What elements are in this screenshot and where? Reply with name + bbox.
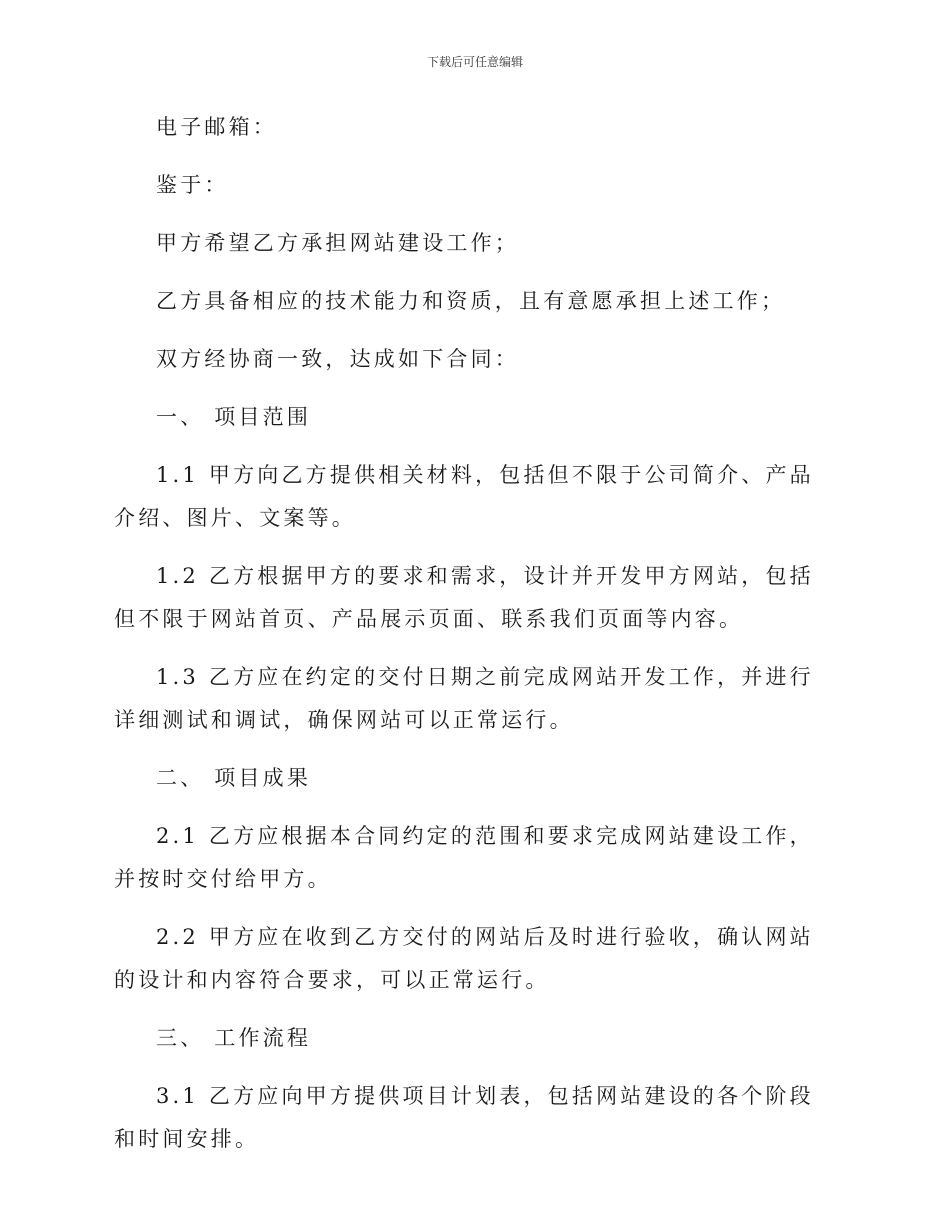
whereas-label: 鉴于： [156, 173, 229, 197]
agreement-statement: 双方经协商一致，达成如下合同： [156, 347, 519, 371]
recital-party-b: 乙方具备相应的技术能力和资质，且有意愿承担上述工作； [156, 289, 786, 313]
page-header: 下载后可任意编辑 [426, 55, 523, 69]
section-heading-deliverables: 二、 项目成果 [156, 766, 312, 790]
section-heading-workflow: 三、 工作流程 [156, 1026, 312, 1050]
clause-1-2: 1.2 乙方根据甲方的要求和需求，设计并开发甲方网站，包括但不限于网站首页、产品展示页面、联系我们页面等内容。 [114, 564, 814, 631]
recital-party-a: 甲方希望乙方承担网站建设工作； [156, 231, 519, 255]
clause-3-1: 3.1 乙方应向甲方提供项目计划表，包括网站建设的各个阶段和时间安排。 [114, 1084, 814, 1151]
section-heading-scope: 一、 项目范围 [156, 405, 312, 429]
clause-2-2: 2.2 甲方应在收到乙方交付的网站后及时进行验收，确认网站的设计和内容符合要求，可以正常运行。 [114, 925, 814, 992]
document-body [114, 106, 838, 1176]
clause-1-1: 1.1 甲方向乙方提供相关材料，包括但不限于公司简介、产品介绍、图片、文案等。 [114, 463, 814, 530]
clause-2-1: 2.1 乙方应根据本合同约定的范围和要求完成网站建设工作，并按时交付给甲方。 [114, 824, 814, 891]
email-label: 电子邮箱： [156, 115, 277, 139]
clause-1-3: 1.3 乙方应在约定的交付日期之前完成网站开发工作，并进行详细测试和调试，确保网站可以正常运行。 [114, 665, 814, 732]
